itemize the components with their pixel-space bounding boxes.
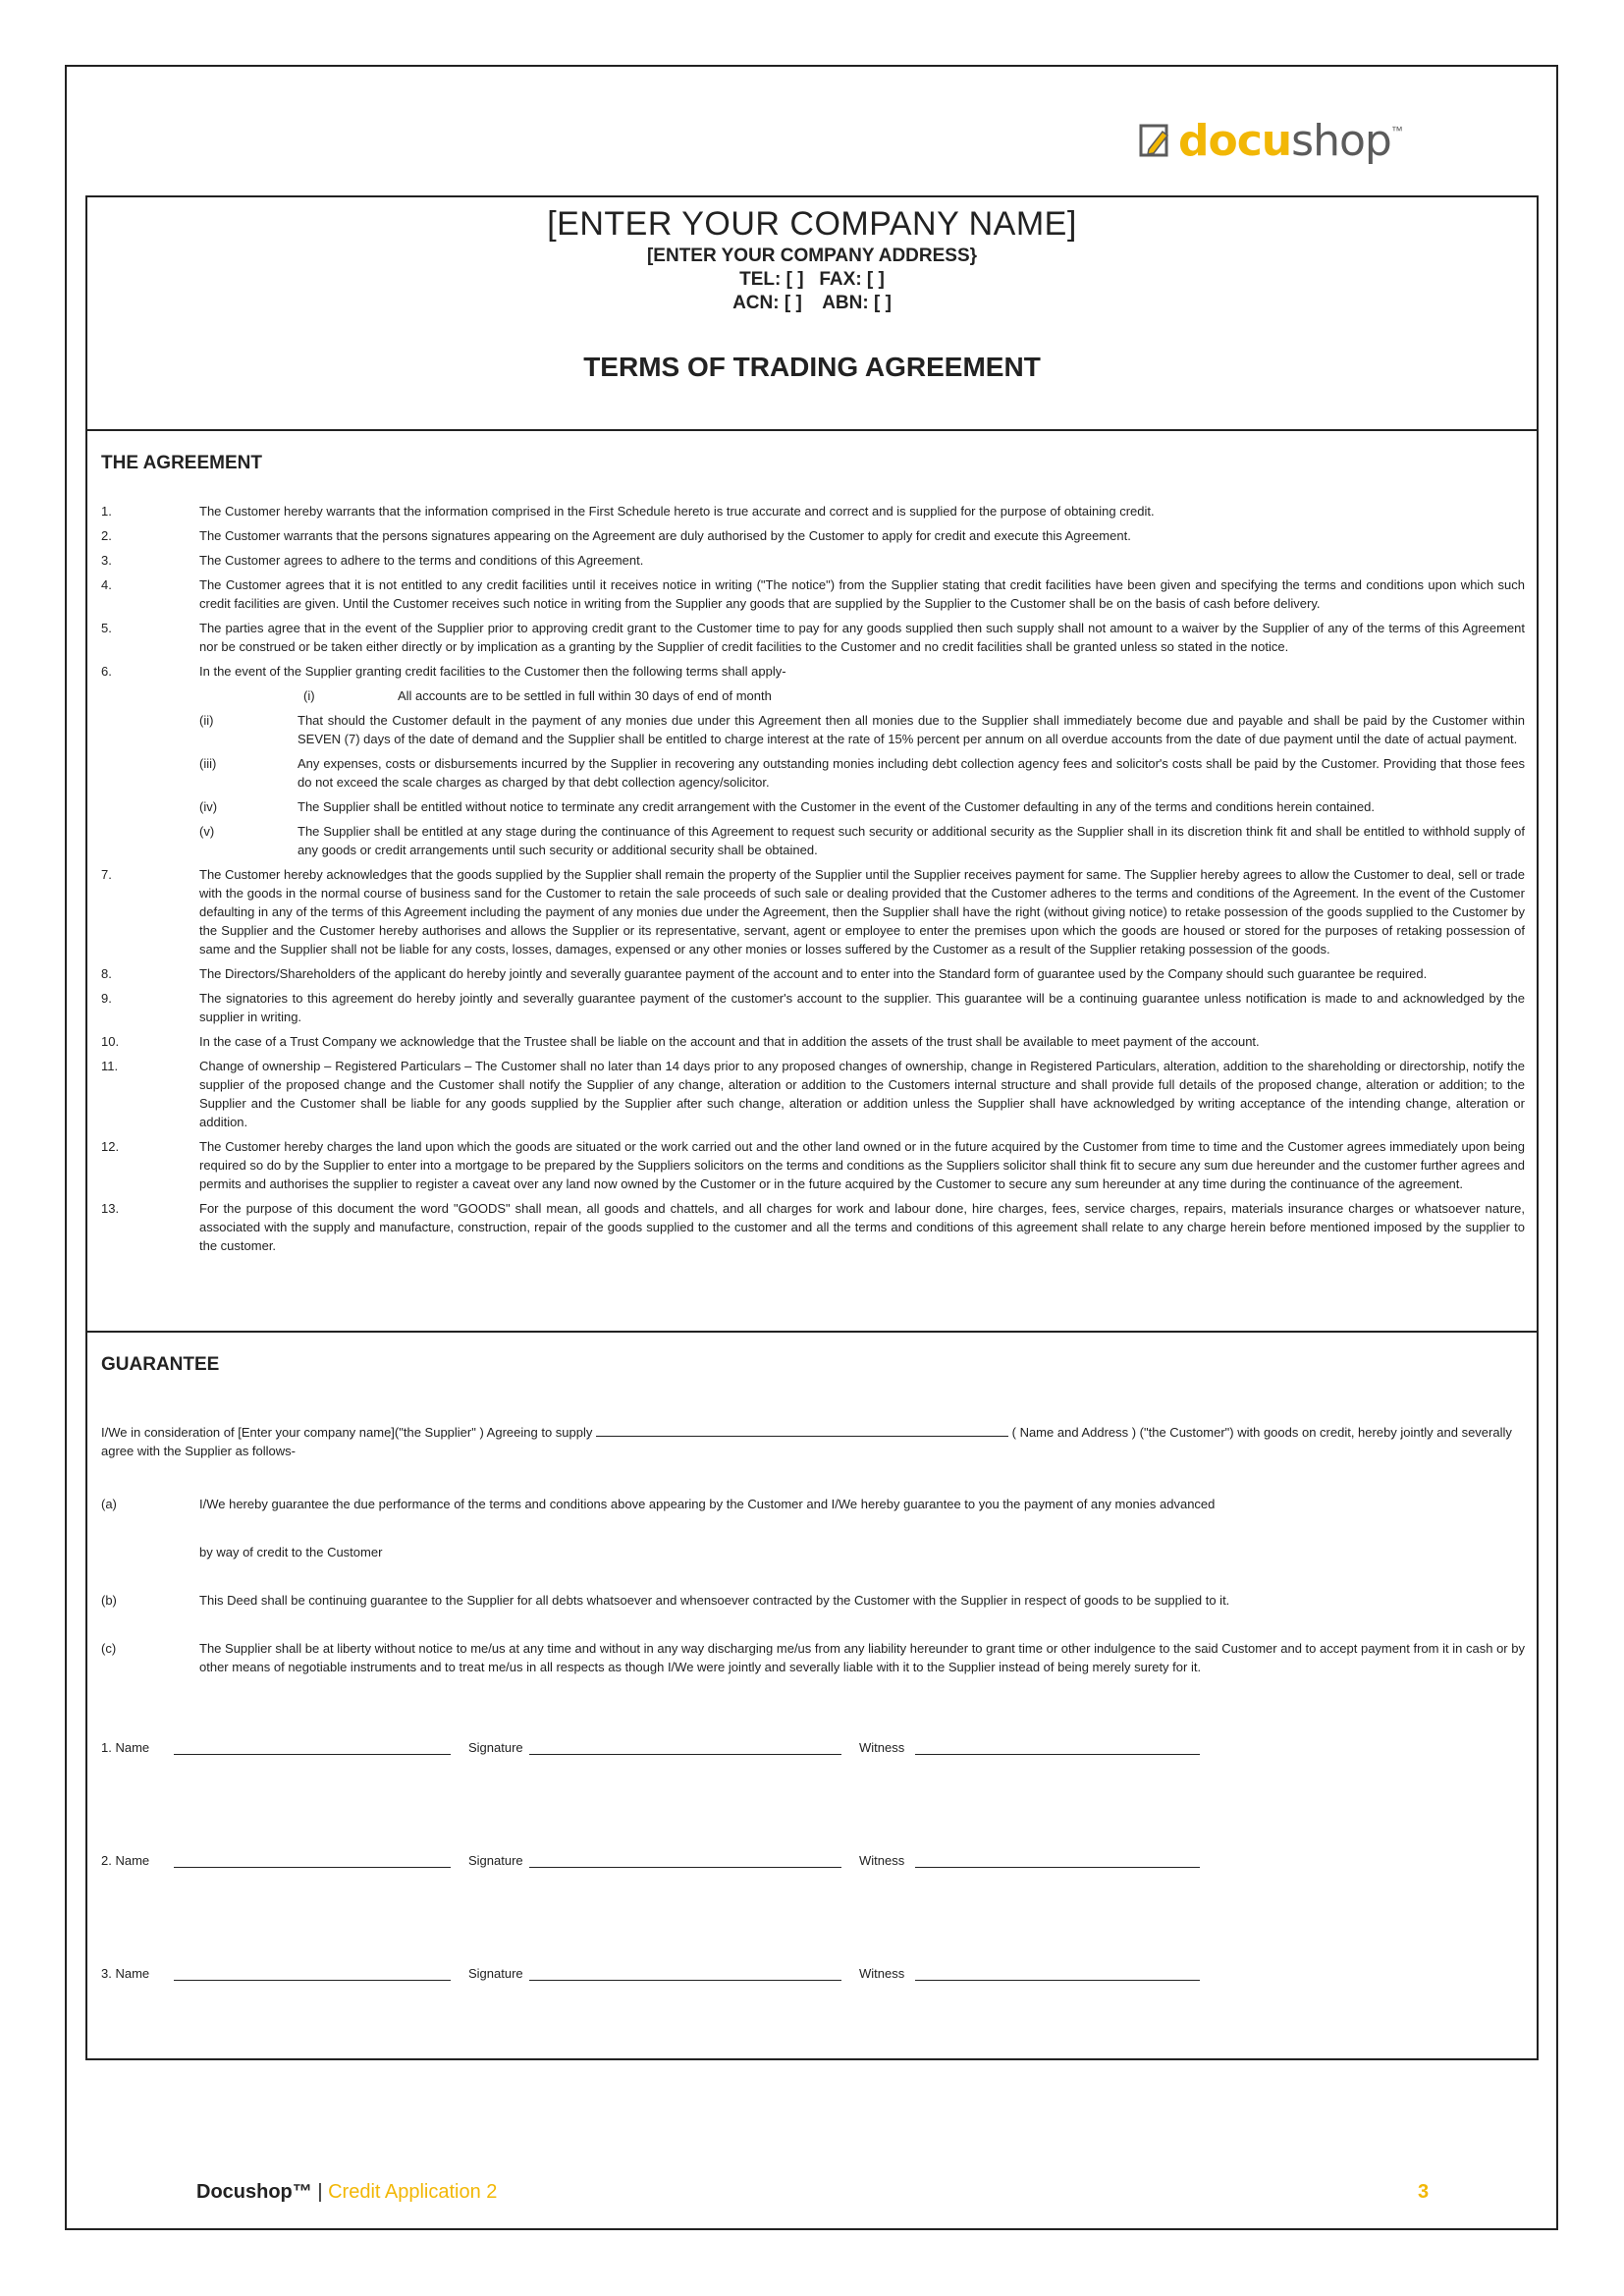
clause: 8. The Directors/Shareholders of the applicant do hereby jointly and severally guarantee payment of the account and to enter into the Standard form of guarantee used by the Company should such guarantee be required. — [101, 966, 1428, 981]
sub-clause: (iii) Any expenses, costs or disbursements incurred by the Supplier in recovering any outstanding monies including debt collection agency fees and solicitor's costs shall be paid by the Customer. Providing that those fees do not exceed the scale charges as charged by that debt collection agency/solicitor. — [199, 756, 1525, 790]
signature-row: 1. Name Signature Witness — [101, 1740, 1200, 1755]
agreement-clauses — [101, 502, 1525, 1261]
sub-clause: (v) The Supplier shall be entitled at any stage during the continuance of this Agreement to request such security or additional security as the Supplier shall in its discretion think fit and shall be entitled to withhold supply of any goods or credit arrangements until such security or additional security shall be obtained. — [199, 824, 1525, 857]
company-address: [ENTER YOUR COMPANY ADDRESS} — [646, 246, 978, 266]
sub-clause: (i) All accounts are to be settled in full within 30 days of end of month — [303, 688, 772, 703]
document-title: TERMS OF TRADING AGREEMENT — [583, 352, 1041, 382]
sub-clause: (iv) The Supplier shall be entitled without notice to terminate any credit arrangement with the Customer in the event of the Customer defaulting in any of the terms and conditions herein contained. — [199, 799, 1375, 814]
guarantee-section — [85, 1331, 1539, 2060]
signature-row: 3. Name Signature Witness — [101, 1966, 1200, 1981]
clause: 1. The Customer hereby warrants that the information comprised in the First Schedule hereto is true accurate and correct and is supplied for the purpose of obtaining credit. — [101, 504, 1155, 519]
signature-field[interactable] — [529, 1742, 841, 1755]
agreement-title: THE AGREEMENT — [101, 453, 262, 473]
docushop-logo — [1139, 116, 1403, 166]
clause: 7. The Customer hereby acknowledges that the goods supplied by the Supplier shall remain the property of the Supplier until the Supplier receives payment for same. The Supplier hereby agrees to allow the Customer to deal, sell or trade with the goods in the normal course of business sand for the Customer to retain the sale proceeds of such sale or dealing provided that the Customer adheres to the terms and conditions of the Agreement. In the event of the Customer defaulting in any of the terms of this Agreement including the payment of any monies due under the Agreement, then the Supplier shall have the right (without giving notice) to retake possession of the goods supplied to the Customer by the Supplier and the Customer hereby authorises and allows the Supplier or its representative, servant, agent or employee to enter the premises upon which the goods are housed or stored for the purposes of retaking possession of same and the Supplier shall not be liable for any costs, losses, damages, expensed or any other monies or losses suffered by the Customer as a result of the Supplier retaking possession of the goods. — [101, 867, 1525, 957]
footer: Docushop™ | Credit Application 2 — [196, 2181, 498, 2203]
clause: 10. In the case of a Trust Company we acknowledge that the Trustee shall be liable on the account and that in addition the assets of the trust shall be available to meet payment of the account. — [101, 1034, 1260, 1049]
header-box — [85, 195, 1539, 431]
name-field[interactable] — [174, 1968, 451, 1981]
acn-abn: ACN: [ ] ABN: [ ] — [732, 293, 892, 313]
guarantee-title: GUARANTEE — [101, 1354, 220, 1375]
witness-field[interactable] — [915, 1742, 1200, 1755]
footer-doc-name: Credit Application 2 — [328, 2181, 498, 2203]
logo-tm: ™ — [1390, 124, 1403, 137]
clause: 9. The signatories to this agreement do hereby jointly and severally guarantee payment of the customer's account to the supplier. This guarantee will be a continuing guarantee unless notification is made to and acknowledged by the supplier in writing. — [101, 991, 1525, 1024]
sub-clause: (ii) That should the Customer default in the payment of any monies due under this Agreement then all monies due to the Supplier shall immediately become due and payable and shall be paid by the Customer within SEVEN (7) days of the date of demand and the Supplier shall be entitled to charge interest at the rate of 15% percent per annum on all overdue accounts from the date of due payment until the date of actual payment. — [199, 713, 1525, 746]
signature-field[interactable] — [529, 1968, 841, 1981]
signature-field[interactable] — [529, 1855, 841, 1868]
clause: 6. In the event of the Supplier granting credit facilities to the Customer then the following terms shall apply- — [101, 664, 786, 679]
clause: 2. The Customer warrants that the persons signatures appearing on the Agreement are duly authorised by the Customer to apply for credit and execute this Agreement. — [101, 528, 1131, 543]
guarantee-intro: I/We in consideration of [Enter your company name]("the Supplier" ) Agreeing to supply ( Name and Address ) ("the Customer") with goods on credit, hereby jointly and severally agree with the Supplier as follows- — [101, 1425, 1512, 1458]
page-number: 3 — [1418, 2181, 1430, 2203]
signature-row: 2. Name Signature Witness — [101, 1853, 1200, 1868]
name-field[interactable] — [174, 1742, 451, 1755]
customer-blank-line[interactable] — [596, 1424, 1008, 1437]
clause: 13. For the purpose of this document the word "GOODS" shall mean, all goods and chattels, and all charges for work and labour done, hire charges, fees, service charges, repairs, materials insurance charges or whatsoever nature, associated with the supply and manufacture, construction, repair of the goods supplied to the customer and all the terms and conditions of this agreement shall relate to any charge herein before mentioned imposed by the supplier to the customer. — [101, 1201, 1525, 1253]
guarantee-item: (b) This Deed shall be continuing guarantee to the Supplier for all debts whatsoever and whensoever contracted by the Customer with the Supplier in respect of goods to be supplied to it. — [101, 1593, 1230, 1608]
guarantee-item: (a) I/We hereby guarantee the due performance of the terms and conditions above appearing by the Customer and I/We hereby guarantee to you the payment of any monies advanced — [101, 1497, 1216, 1511]
logo-text: docushop — [1178, 116, 1391, 166]
witness-field[interactable] — [915, 1855, 1200, 1868]
clause: 11. Change of ownership – Registered Particulars – The Customer shall no later than 14 days prior to any proposed changes of ownership, change in Registered Particulars, alteration, addition to the shareholding or directorship, notify the supplier of the proposed change and the Customer shall notify the Supplier of any change, alteration or addition to the Customers internal structure and shall provide full details of the proposed change, alteration or addition; to the Supplier and the Customer shall be liable for any goods supplied by the Supplier after such change, alteration or addition unless the Supplier shall have acknowledged by writing acceptance of the intending change, alteration or addition. — [101, 1059, 1525, 1129]
pencil-doc-icon — [1139, 124, 1172, 159]
company-name: [ENTER YOUR COMPANY NAME] — [547, 205, 1077, 243]
witness-field[interactable] — [915, 1968, 1200, 1981]
clause: 12. The Customer hereby charges the land upon which the goods are situated or the work carried out and the other land owned or in the future acquired by the Customer from time to time and the Customer agrees immediately upon being required so do by the Supplier to enter into a mortgage to be prepared by the Suppliers solicitors on the terms and conditions as the Suppliers solicitor shall think fit to secure any sum due hereunder and the customer further agrees and permits and authorises the supplier to register a caveat over any land now owned by the Customer or in the future acquired by the Customer to secure any sum hereunder at any time during the continuance of the agreement. — [101, 1139, 1525, 1191]
tel-fax: TEL: [ ] FAX: [ ] — [739, 269, 885, 290]
name-field[interactable] — [174, 1855, 451, 1868]
agreement-section — [85, 429, 1539, 1333]
clause: 5. The parties agree that in the event of the Supplier prior to approving credit grant to the Customer time to pay for any goods supplied then such supply shall not amount to a waiver by the Supplier of any of the terms of this Agreement nor be construed or be taken either directly or by implication as a granting by the Supplier of credit facilities to the Customer and no credit facilities shall be granted unless so stated in the notice. — [101, 621, 1525, 654]
guarantee-item: by way of credit to the Customer — [199, 1545, 383, 1559]
footer-brand: Docushop™ — [196, 2181, 312, 2203]
clause: 3. The Customer agrees to adhere to the terms and conditions of this Agreement. — [101, 553, 644, 568]
guarantee-item: (c) The Supplier shall be at liberty without notice to me/us at any time and without in any way discharging me/us from any liability hereunder to grant time or other indulgence to the said Customer and to accept payment from it in cash or by other means of negotiable instruments and to treat me/us in all respects as though I/We were jointly and severally liable with it to the Supplier instead of being merely surety for it. — [101, 1641, 1525, 1674]
clause: 4. The Customer agrees that it is not entitled to any credit facilities until it receives notice in writing ("The notice") from the Supplier stating that credit facilities have been given and specifying the terms and conditions upon which such credit facilities are given. Until the Customer receives such notice in writing from the Supplier any goods that are supplied by the Supplier to the Customer shall be on the basis of cash before delivery. — [101, 577, 1525, 611]
